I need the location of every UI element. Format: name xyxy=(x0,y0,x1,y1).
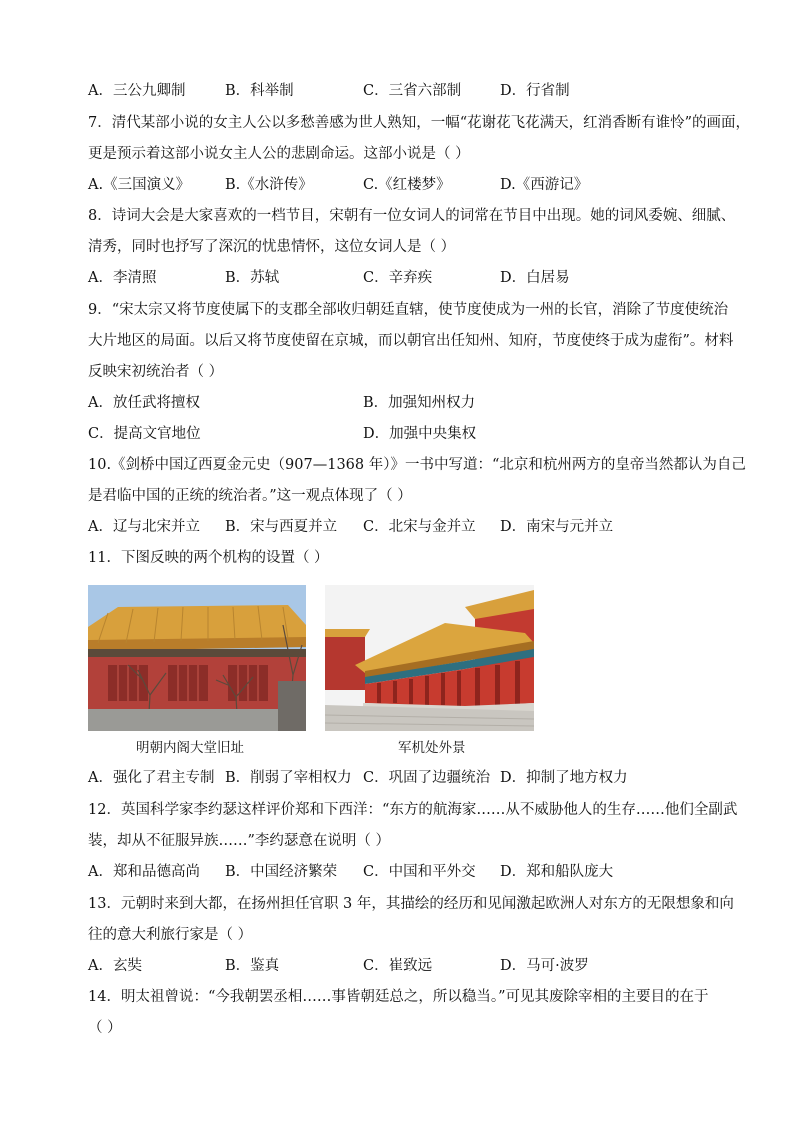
q14-stem-line2: （ ） xyxy=(88,1020,122,1036)
q9-option-d[interactable]: D．加强中央集权 xyxy=(363,426,477,442)
q6-option-a[interactable]: A．三公九卿制 xyxy=(88,83,186,99)
ming-cabinet-caption: 明朝内阁大堂旧址 xyxy=(136,740,244,756)
q8-option-c[interactable]: C．辛弃疾 xyxy=(363,270,433,286)
grand-council-photo xyxy=(325,585,534,731)
q12-option-b[interactable]: B．中国经济繁荣 xyxy=(225,864,338,880)
q9-option-b[interactable]: B．加强知州权力 xyxy=(363,395,476,411)
q11-option-a[interactable]: A．强化了君主专制 xyxy=(88,770,215,786)
q13-option-b[interactable]: B．鉴真 xyxy=(225,958,280,974)
q13-stem-line1: 13．元朝时来到大都，在扬州担任官职 3 年，其描绘的经历和见闻激起欧洲人对东方的无限想象和向 xyxy=(88,896,734,912)
ming-cabinet-hall-photo xyxy=(88,585,306,731)
q12-stem-line2: 装，却从不征服异族……”李约瑟意在说明（ ） xyxy=(88,833,391,849)
q12-stem-line1: 12．英国科学家李约瑟这样评价郑和下西洋：“东方的航海家……从不威胁他人的生存……他们全副武 xyxy=(88,802,738,818)
q11-option-d[interactable]: D．抑制了地方权力 xyxy=(500,770,628,786)
q8-option-a[interactable]: A．李清照 xyxy=(88,270,157,286)
q10-option-c[interactable]: C．北宋与金并立 xyxy=(363,519,476,535)
q7-option-b[interactable]: B.《水浒传》 xyxy=(225,177,313,193)
q12-option-d[interactable]: D．郑和船队庞大 xyxy=(500,864,614,880)
q13-stem-line2: 往的意大利旅行家是（ ） xyxy=(88,927,253,943)
q7-option-d[interactable]: D.《西游记》 xyxy=(500,177,589,193)
q9-option-a[interactable]: A．放任武将擅权 xyxy=(88,395,200,411)
q10-option-d[interactable]: D．南宋与元并立 xyxy=(500,519,614,535)
q7-stem-line2: 更是预示着这部小说女主人公的悲剧命运。这部小说是（ ） xyxy=(88,146,470,162)
q7-stem-line1: 7．清代某部小说的女主人公以多愁善感为世人熟知，一幅“花谢花飞花满天，红消香断有谁怜”的画面， xyxy=(88,115,751,131)
q8-option-d[interactable]: D．白居易 xyxy=(500,270,570,286)
q9-stem-line3: 反映宋初统治者（ ） xyxy=(88,364,224,380)
q8-stem-line1: 8．诗词大会是大家喜欢的一档节目，宋朝有一位女词人的词常在节目中出现。她的词风委婉、细腻、 xyxy=(88,208,736,224)
q6-option-b[interactable]: B．科举制 xyxy=(225,83,294,99)
q13-option-d[interactable]: D．马可·波罗 xyxy=(500,958,589,974)
q10-option-a[interactable]: A．辽与北宋并立 xyxy=(88,519,200,535)
q13-option-a[interactable]: A．玄奘 xyxy=(88,958,142,974)
q8-option-b[interactable]: B．苏轼 xyxy=(225,270,280,286)
q11-option-b[interactable]: B．削弱了宰相权力 xyxy=(225,770,352,786)
q9-stem-line2: 大片地区的局面。以后又将节度使留在京城，而以朝官出任知州、知府，节度使终于成为虚衔”。材料 xyxy=(88,333,734,349)
q10-option-b[interactable]: B．宋与西夏并立 xyxy=(225,519,338,535)
q7-option-c[interactable]: C.《红楼梦》 xyxy=(363,177,451,193)
grand-council-caption: 军机处外景 xyxy=(398,740,466,756)
q10-stem-line1: 10.《剑桥中国辽西夏金元史（907—1368 年）》一书中写道：“北京和杭州两方的皇帝当然都认为自己 xyxy=(88,457,746,473)
q11-option-c[interactable]: C．巩固了边疆统治 xyxy=(363,770,491,786)
q12-option-c[interactable]: C．中国和平外交 xyxy=(363,864,476,880)
q11-stem-line1: 11．下图反映的两个机构的设置（ ） xyxy=(88,550,329,566)
q9-option-c[interactable]: C．提高文官地位 xyxy=(88,426,201,442)
q13-option-c[interactable]: C．崔致远 xyxy=(363,958,433,974)
q14-stem-line1: 14．明太祖曾说：“今我朝罢丞相……事皆朝廷总之，所以稳当。”可见其废除宰相的主要目的在于 xyxy=(88,989,709,1005)
q10-stem-line2: 是君临中国的正统的统治者。”这一观点体现了（ ） xyxy=(88,488,412,504)
q12-option-a[interactable]: A．郑和品德高尚 xyxy=(88,864,200,880)
q9-stem-line1: 9．“宋太宗又将节度使属下的支郡全部收归朝廷直辖，使节度使成为一州的长官，消除了节度使统治 xyxy=(88,302,729,318)
q6-option-d[interactable]: D．行省制 xyxy=(500,83,570,99)
q7-option-a[interactable]: A.《三国演义》 xyxy=(88,177,191,193)
q8-stem-line2: 清秀，同时也抒写了深沉的忧患情怀，这位女词人是（ ） xyxy=(88,239,456,255)
q6-option-c[interactable]: C．三省六部制 xyxy=(363,83,462,99)
